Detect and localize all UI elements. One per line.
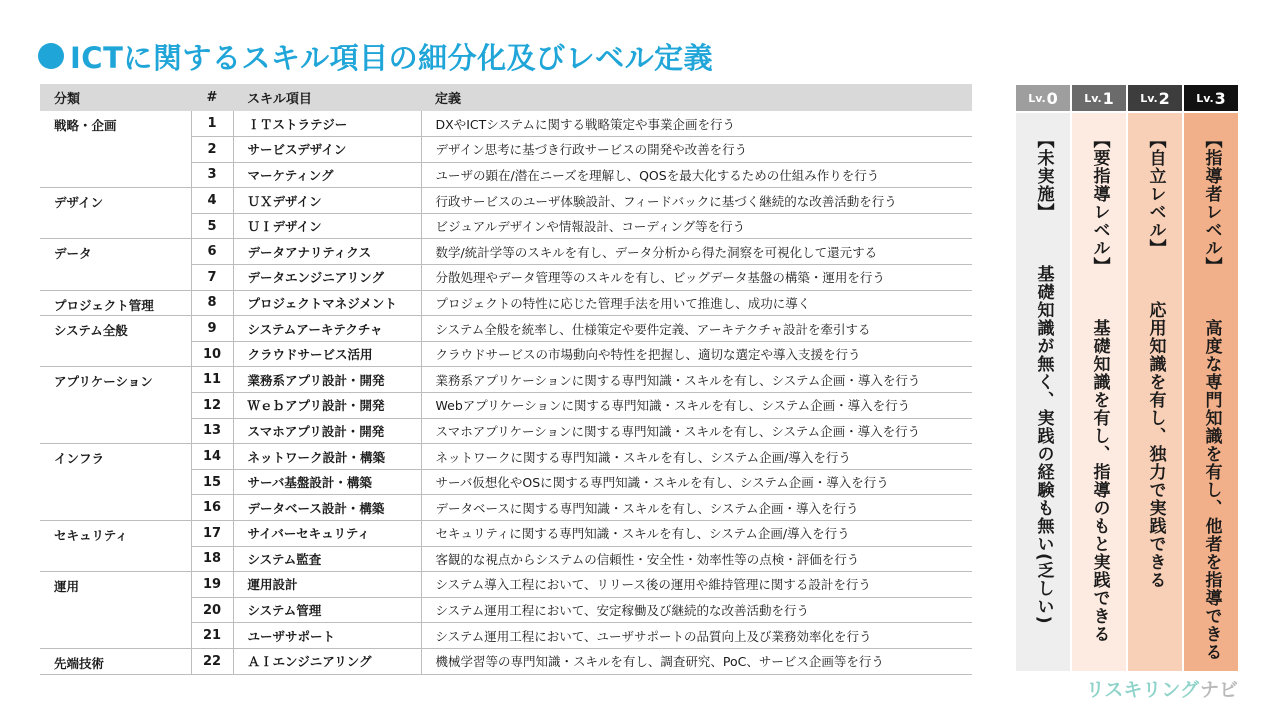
header-definition: 定義 bbox=[421, 84, 972, 111]
skill-cell: スマホアプリ設計・開発 bbox=[233, 418, 421, 444]
table-row bbox=[40, 137, 972, 163]
number-cell: 15 bbox=[191, 469, 233, 495]
header-skill: スキル項目 bbox=[233, 84, 421, 111]
number-cell: 14 bbox=[191, 444, 233, 470]
category-cell bbox=[40, 341, 191, 367]
table-header-row bbox=[40, 84, 972, 111]
skill-cell: サービスデザイン bbox=[233, 137, 421, 163]
level-value: 1 bbox=[1102, 88, 1114, 108]
skill-cell: ＵＩデザイン bbox=[233, 213, 421, 239]
category-cell bbox=[40, 546, 191, 572]
definition-cell: システム導入工程において、リリース後の運用や維持管理に関する設計を行う bbox=[421, 572, 972, 598]
definition-cell: ネットワークに関する専門知識・スキルを有し、システム企画/導入を行う bbox=[421, 444, 972, 470]
number-cell: 22 bbox=[191, 648, 233, 674]
skill-cell: Ｗｅｂアプリ設計・開発 bbox=[233, 393, 421, 419]
definition-cell: システム運用工程において、安定稼働及び継続的な改善活動を行う bbox=[421, 597, 972, 623]
table-row bbox=[40, 623, 972, 649]
skill-cell: プロジェクトマネジメント bbox=[233, 290, 421, 316]
category-cell: 運用 bbox=[40, 572, 191, 598]
skill-cell: データベース設計・構築 bbox=[233, 495, 421, 521]
level-value: 2 bbox=[1158, 88, 1170, 108]
category-cell bbox=[40, 393, 191, 419]
definition-cell: 行政サービスのユーザ体験設計、フィードバックに基づく継続的な改善活動を行う bbox=[421, 188, 972, 214]
number-cell: 3 bbox=[191, 162, 233, 188]
header-category: 分類 bbox=[40, 84, 191, 111]
logo-sub-text: ナビ bbox=[1199, 679, 1238, 701]
level-prefix: Lv. bbox=[1196, 91, 1214, 105]
table-row bbox=[40, 316, 972, 342]
definition-cell: 数学/統計学等のスキルを有し、データ分析から得た洞察を可視化して還元する bbox=[421, 239, 972, 265]
definition-cell: クラウドサービスの市場動向や特性を把握し、適切な選定や導入支援を行う bbox=[421, 341, 972, 367]
skill-cell: サイバーセキュリティ bbox=[233, 521, 421, 547]
table-row bbox=[40, 444, 972, 470]
number-cell: 16 bbox=[191, 495, 233, 521]
level-header-1 bbox=[1072, 85, 1126, 111]
level-name: 【指導者レベル】 bbox=[1201, 131, 1222, 275]
category-cell: 先端技術 bbox=[40, 648, 191, 674]
level-value: 3 bbox=[1214, 88, 1226, 108]
level-header-0 bbox=[1016, 85, 1070, 111]
table-row bbox=[40, 521, 972, 547]
level-column-2 bbox=[1128, 113, 1182, 671]
level-column-3 bbox=[1184, 113, 1238, 671]
skill-cell: クラウドサービス活用 bbox=[233, 341, 421, 367]
skill-cell: システム監査 bbox=[233, 546, 421, 572]
level-description: 基礎知識が無く、実践の経験も無い(乏しい) bbox=[1033, 265, 1054, 625]
level-prefix: Lv. bbox=[1028, 91, 1046, 105]
skill-cell: システム管理 bbox=[233, 597, 421, 623]
skill-cell: サーバ基盤設計・構築 bbox=[233, 469, 421, 495]
skill-table bbox=[40, 84, 972, 675]
skill-cell: データアナリティクス bbox=[233, 239, 421, 265]
skill-cell: ユーザサポート bbox=[233, 623, 421, 649]
category-cell: アプリケーション bbox=[40, 367, 191, 393]
category-cell: インフラ bbox=[40, 444, 191, 470]
definition-cell: スマホアプリケーションに関する専門知識・スキルを有し、システム企画・導入を行う bbox=[421, 418, 972, 444]
level-name: 【自立レベル】 bbox=[1145, 131, 1166, 257]
skill-cell: ＵＸデザイン bbox=[233, 188, 421, 214]
category-cell: デザイン bbox=[40, 188, 191, 214]
definition-cell: 分散処理やデータ管理等のスキルを有し、ビッグデータ基盤の構築・運用を行う bbox=[421, 265, 972, 291]
number-cell: 8 bbox=[191, 290, 233, 316]
skill-cell: システムアーキテクチャ bbox=[233, 316, 421, 342]
category-cell bbox=[40, 418, 191, 444]
brand-logo bbox=[1086, 675, 1238, 703]
level-header-3 bbox=[1184, 85, 1238, 111]
definition-cell: ビジュアルデザインや情報設計、コーディング等を行う bbox=[421, 213, 972, 239]
number-cell: 2 bbox=[191, 137, 233, 163]
category-cell: 戦略・企画 bbox=[40, 111, 191, 137]
definition-cell: セキュリティに関する専門知識・スキルを有し、システム企画/導入を行う bbox=[421, 521, 972, 547]
page-title-text: ICTに関するスキル項目の細分化及びレベル定義 bbox=[70, 40, 714, 75]
skill-cell: ＩＴストラテジー bbox=[233, 111, 421, 137]
level-prefix: Lv. bbox=[1140, 91, 1158, 105]
definition-cell: システム全般を統率し、仕様策定や要件定義、アーキテクチャ設計を牽引する bbox=[421, 316, 972, 342]
category-cell bbox=[40, 265, 191, 291]
level-description: 基礎知識を有し、指導のもと実践できる bbox=[1089, 319, 1110, 643]
number-cell: 12 bbox=[191, 393, 233, 419]
skill-cell: ＡＩエンジニアリング bbox=[233, 648, 421, 674]
number-cell: 6 bbox=[191, 239, 233, 265]
level-name: 【要指導レベル】 bbox=[1089, 131, 1110, 275]
definition-cell: Webアプリケーションに関する専門知識・スキルを有し、システム企画・導入を行う bbox=[421, 393, 972, 419]
definition-cell: ユーザの顕在/潜在ニーズを理解し、QOSを最大化するための仕組み作りを行う bbox=[421, 162, 972, 188]
table-row bbox=[40, 495, 972, 521]
definition-cell: データベースに関する専門知識・スキルを有し、システム企画・導入を行う bbox=[421, 495, 972, 521]
number-cell: 19 bbox=[191, 572, 233, 598]
number-cell: 9 bbox=[191, 316, 233, 342]
category-cell bbox=[40, 213, 191, 239]
level-description: 応用知識を有し、独力で実践できる bbox=[1145, 301, 1166, 589]
skill-cell: データエンジニアリング bbox=[233, 265, 421, 291]
number-cell: 13 bbox=[191, 418, 233, 444]
table-row bbox=[40, 213, 972, 239]
category-cell bbox=[40, 162, 191, 188]
level-column-0 bbox=[1016, 113, 1070, 671]
definition-cell: 機械学習等の専門知識・スキルを有し、調査研究、PoC、サービス企画等を行う bbox=[421, 648, 972, 674]
definition-cell: システム運用工程において、ユーザサポートの品質向上及び業務効率化を行う bbox=[421, 623, 972, 649]
category-cell: セキュリティ bbox=[40, 521, 191, 547]
number-cell: 17 bbox=[191, 521, 233, 547]
category-cell bbox=[40, 597, 191, 623]
definition-cell: 業務系アプリケーションに関する専門知識・スキルを有し、システム企画・導入を行う bbox=[421, 367, 972, 393]
table-row bbox=[40, 393, 972, 419]
table-row bbox=[40, 572, 972, 598]
skill-cell: 業務系アプリ設計・開発 bbox=[233, 367, 421, 393]
number-cell: 1 bbox=[191, 111, 233, 137]
page-title bbox=[38, 34, 713, 78]
skill-cell: ネットワーク設計・構築 bbox=[233, 444, 421, 470]
table-row bbox=[40, 367, 972, 393]
table-row bbox=[40, 597, 972, 623]
number-cell: 4 bbox=[191, 188, 233, 214]
level-name: 【未実施】 bbox=[1033, 131, 1054, 221]
definition-cell: デザイン思考に基づき行政サービスの開発や改善を行う bbox=[421, 137, 972, 163]
number-cell: 20 bbox=[191, 597, 233, 623]
number-cell: 11 bbox=[191, 367, 233, 393]
category-cell bbox=[40, 137, 191, 163]
table-row bbox=[40, 546, 972, 572]
table-row bbox=[40, 111, 972, 137]
level-value: 0 bbox=[1046, 88, 1058, 108]
skill-cell: マーケティング bbox=[233, 162, 421, 188]
category-cell: システム全般 bbox=[40, 316, 191, 342]
number-cell: 7 bbox=[191, 265, 233, 291]
category-cell: プロジェクト管理 bbox=[40, 290, 191, 316]
header-number: # bbox=[191, 84, 233, 111]
level-description: 高度な専門知識を有し、他者を指導できる bbox=[1201, 319, 1222, 661]
bullet-dot-icon bbox=[38, 43, 64, 69]
table-row bbox=[40, 469, 972, 495]
number-cell: 21 bbox=[191, 623, 233, 649]
number-cell: 5 bbox=[191, 213, 233, 239]
level-column-1 bbox=[1072, 113, 1126, 671]
number-cell: 18 bbox=[191, 546, 233, 572]
table-row bbox=[40, 290, 972, 316]
category-cell: データ bbox=[40, 239, 191, 265]
category-cell bbox=[40, 469, 191, 495]
table-row bbox=[40, 188, 972, 214]
definition-cell: サーバ仮想化やOSに関する専門知識・スキルを有し、システム企画・導入を行う bbox=[421, 469, 972, 495]
table-row bbox=[40, 418, 972, 444]
table-row bbox=[40, 265, 972, 291]
number-cell: 10 bbox=[191, 341, 233, 367]
category-cell bbox=[40, 623, 191, 649]
definition-cell: 客観的な視点からシステムの信頼性・安全性・効率性等の点検・評価を行う bbox=[421, 546, 972, 572]
level-header-2 bbox=[1128, 85, 1182, 111]
category-cell bbox=[40, 495, 191, 521]
table-row bbox=[40, 239, 972, 265]
table-row bbox=[40, 162, 972, 188]
definition-cell: DXやICTシステムに関する戦略策定や事業企画を行う bbox=[421, 111, 972, 137]
skill-cell: 運用設計 bbox=[233, 572, 421, 598]
table-row bbox=[40, 648, 972, 674]
level-prefix: Lv. bbox=[1084, 91, 1102, 105]
logo-main-text: リスキリング bbox=[1085, 679, 1199, 701]
definition-cell: プロジェクトの特性に応じた管理手法を用いて推進し、成功に導く bbox=[421, 290, 972, 316]
table-row bbox=[40, 341, 972, 367]
